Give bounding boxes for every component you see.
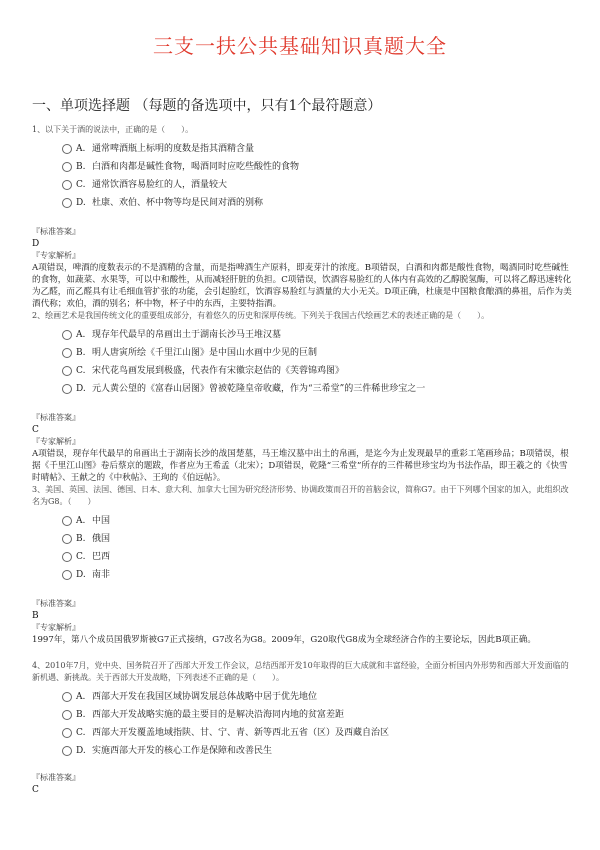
question-4 bbox=[32, 660, 572, 796]
radio-icon[interactable] bbox=[62, 570, 72, 580]
analysis-text: A项错误，啤酒的度数表示的不是酒精的含量，而是指啤酒生产原料，即麦芽汁的浓度。B项错误，白酒和肉都是酸性食物，喝酒同时吃些碱性的食物，如蔬菜、水果等，可以中和酸性，从而减轻肝脏的负担。C项错误，饮酒容易脸红的人体内有高效的乙醇脱氢酶，可以将乙醇迅速转化为乙醛，而乙醛具有让毛细血管扩张的功能，会引起脸红，饮酒容易脸红与酒量的大小无关。D项正确，杜康是中国粮食酿酒的鼻祖，后作为美酒代称；欢伯，酒的别名；杯中物，杯子中的东西，主要特指酒。 bbox=[32, 263, 572, 309]
option-c[interactable]: C. 通常饮酒容易脸红的人，酒量较大 bbox=[32, 176, 572, 194]
option-a[interactable]: A. 通常啤酒瓶上标明的度数是指其酒精含量 bbox=[32, 140, 572, 158]
radio-icon[interactable] bbox=[62, 162, 72, 172]
question-stem: 3、美国、英国、法国、德国、日本、意大利、加拿大七国为研究经济形势、协调政策而召开的首脑会议，简称G7。由于下列哪个国家的加入，此组织改名为G8。（ ） bbox=[32, 485, 569, 506]
option-b[interactable]: B. 西部大开发战略实施的最主要目的是解决沿海同内地的贫富差距 bbox=[32, 706, 572, 724]
analysis-label: 『专家解析』 bbox=[32, 251, 80, 260]
radio-icon[interactable] bbox=[62, 348, 72, 358]
radio-icon[interactable] bbox=[62, 384, 72, 394]
answer-label: 『标准答案』 bbox=[32, 599, 80, 608]
option-c[interactable]: C. 西部大开发覆盖地域指陕、甘、宁、青、新等西北五省（区）及西藏自治区 bbox=[32, 724, 572, 742]
option-a[interactable]: A. 中国 bbox=[32, 512, 572, 530]
option-a[interactable]: A. 西部大开发在我国区域协调发展总体战略中居于优先地位 bbox=[32, 688, 572, 706]
question-3 bbox=[32, 484, 572, 646]
option-d[interactable]: D. 南非 bbox=[32, 566, 572, 584]
option-b[interactable]: B. 明人唐寅所绘《千里江山图》是中国山水画中少见的巨制 bbox=[32, 344, 572, 362]
option-c[interactable]: C. 巴西 bbox=[32, 548, 572, 566]
answer-value: C bbox=[32, 425, 39, 435]
radio-icon[interactable] bbox=[62, 144, 72, 154]
option-b[interactable]: B. 俄国 bbox=[32, 530, 572, 548]
answer-label: 『标准答案』 bbox=[32, 773, 80, 782]
answer-value: B bbox=[32, 611, 39, 621]
radio-icon[interactable] bbox=[62, 534, 72, 544]
question-stem: 2、绘画艺术是我国传统文化的重要组成部分，有着悠久的历史和深厚传统。下列关于我国古代绘画艺术的表述正确的是（ ）。 bbox=[32, 311, 490, 320]
radio-icon[interactable] bbox=[62, 746, 72, 756]
radio-icon[interactable] bbox=[62, 692, 72, 702]
option-d[interactable]: D. 杜康、欢伯、杯中物等均是民间对酒的别称 bbox=[32, 194, 572, 212]
radio-icon[interactable] bbox=[62, 198, 72, 208]
radio-icon[interactable] bbox=[62, 728, 72, 738]
radio-icon[interactable] bbox=[62, 330, 72, 340]
question-2 bbox=[32, 310, 572, 484]
radio-icon[interactable] bbox=[62, 710, 72, 720]
option-c[interactable]: C. 宋代花鸟画发展到极盛，代表作有宋徽宗赵佶的《芙蓉锦鸡图》 bbox=[32, 362, 572, 380]
radio-icon[interactable] bbox=[62, 516, 72, 526]
document-title: 三支一扶公共基础知识真题大全 bbox=[153, 34, 447, 58]
radio-icon[interactable] bbox=[62, 366, 72, 376]
answer-value: D bbox=[32, 239, 40, 249]
question-stem: 1、以下关于酒的说法中，正确的是（ ）。 bbox=[32, 125, 194, 134]
analysis-label: 『专家解析』 bbox=[32, 437, 80, 446]
radio-icon[interactable] bbox=[62, 180, 72, 190]
answer-label: 『标准答案』 bbox=[32, 227, 80, 236]
section-heading: 一、单项选择题 （每题的备选项中，只有1个最符题意） bbox=[32, 98, 382, 114]
option-d[interactable]: D. 实施西部大开发的核心工作是保障和改善民生 bbox=[32, 742, 572, 760]
radio-icon[interactable] bbox=[62, 552, 72, 562]
analysis-text: 1997年，第八个成员国俄罗斯被G7正式接纳，G7改名为G8。2009年，G20取代G8成为全球经济合作的主要论坛，因此B项正确。 bbox=[32, 635, 536, 645]
option-d[interactable]: D. 元人黄公望的《富春山居图》曾被乾隆皇帝收藏，作为“三希堂”的三件稀世珍宝之一 bbox=[32, 380, 572, 398]
analysis-text: A项错误，现存年代最早的帛画出土于湖南长沙的战国楚墓，马王堆汉墓中出土的帛画，是迄今为止发现最早的重彩工笔画珍品；B项错误，根据《千里江山图》卷后蔡京的题跋，作者应为王希孟（北宋）；D项错误，乾隆“三希堂”所存的三件稀世珍宝均为书法作品，即王羲之的《快雪时晴帖》、王献之的《中秋帖》、王珣的《伯远帖》。 bbox=[32, 449, 569, 483]
option-a[interactable]: A. 现存年代最早的帛画出土于湖南长沙马王堆汉墓 bbox=[32, 326, 572, 344]
answer-label: 『标准答案』 bbox=[32, 413, 80, 422]
analysis-label: 『专家解析』 bbox=[32, 623, 80, 632]
option-b[interactable]: B. 白酒和肉都是碱性食物，喝酒同时应吃些酸性的食物 bbox=[32, 158, 572, 176]
question-1 bbox=[32, 124, 572, 310]
answer-value: C bbox=[32, 785, 39, 795]
question-stem: 4、2010年7月，党中央、国务院召开了西部大开发工作会议，总结西部开发10年取得的巨大成就和丰富经验，全面分析国内外形势和西部大开发面临的新机遇、新挑战。关于西部大开发战略，下列表述不正确的是（ ）。 bbox=[32, 661, 569, 682]
